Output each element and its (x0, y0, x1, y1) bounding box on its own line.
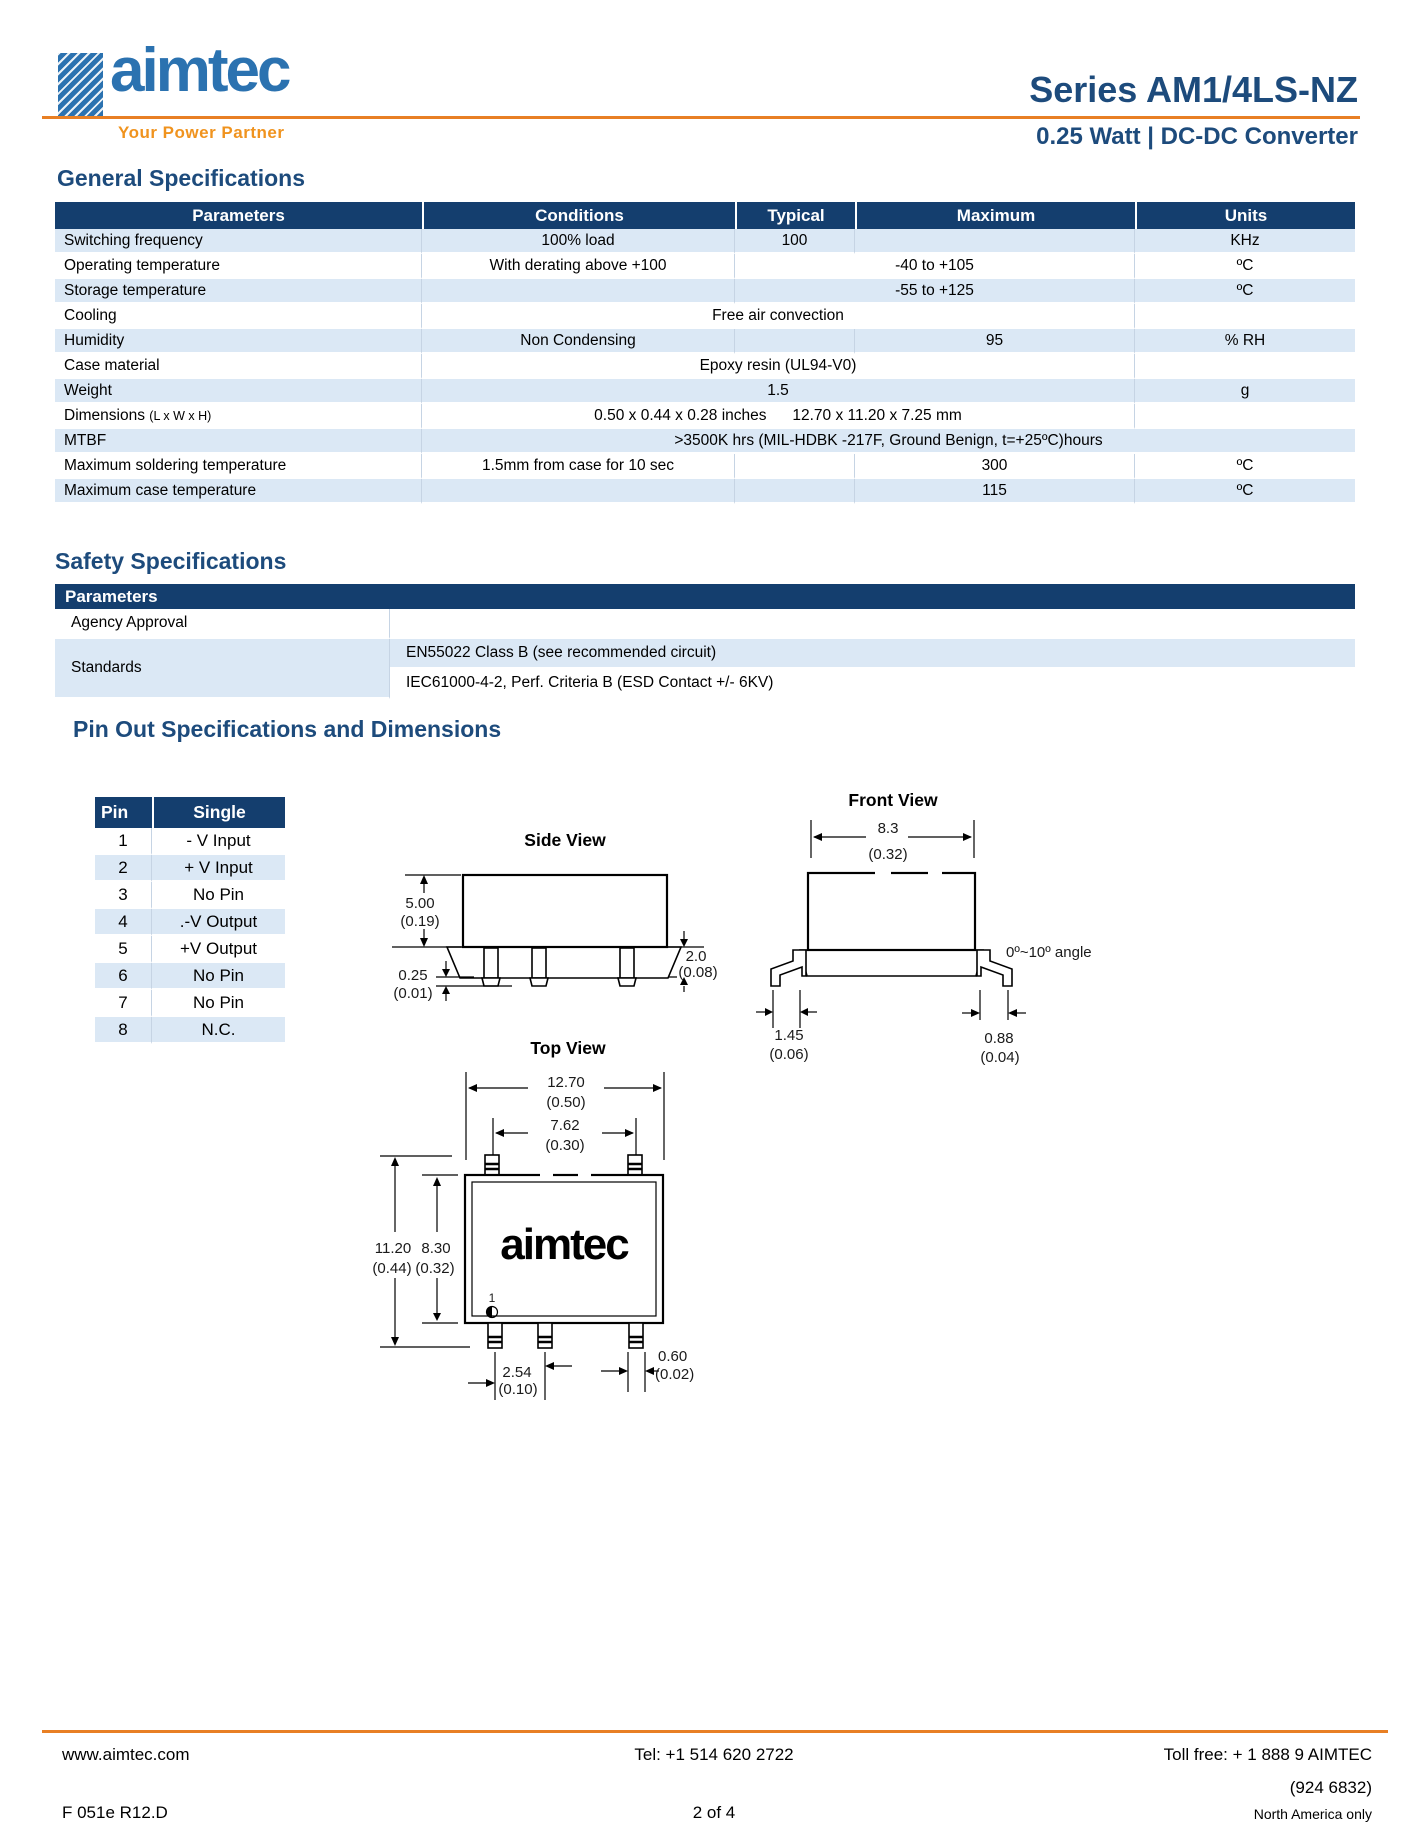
dim-label: 12.70 (547, 1074, 585, 1091)
package-body-outline (463, 875, 667, 947)
pin-number: 2 (95, 855, 152, 882)
table-row (55, 329, 1355, 354)
table-row (95, 882, 285, 909)
table-row (55, 639, 1355, 669)
table-row (55, 279, 1355, 304)
dim-label: (0.32) (415, 1260, 455, 1277)
standards-label: Standards (55, 639, 390, 699)
units-cell: ºC (1135, 479, 1355, 504)
safety-specs-heading: Safety Specifications (55, 548, 287, 574)
typical-cell: 100 (735, 229, 855, 254)
dim-label: 1.45 (774, 1027, 804, 1044)
table-header-row (95, 797, 285, 828)
package-pins (488, 1323, 643, 1348)
pin-number: 5 (95, 936, 152, 963)
dimension-lines (392, 875, 704, 1001)
table-row (55, 379, 1355, 404)
range-cell: -40 to +105 (735, 254, 1135, 279)
dim-label: 2.54 (502, 1364, 532, 1381)
table-row (55, 609, 1355, 639)
footer-website-link[interactable]: www.aimtec.com (62, 1745, 190, 1764)
param-cell: Case material (55, 354, 422, 379)
value-cell: Epoxy resin (UL94-V0) (422, 354, 1135, 379)
param-cell: MTBF (55, 429, 422, 454)
table-row (95, 936, 285, 963)
dim-label: (0.44) (372, 1260, 412, 1277)
param-cell (55, 404, 422, 429)
units-cell (1135, 354, 1355, 379)
table-row (55, 454, 1355, 479)
package-pins (482, 948, 636, 986)
package-pins (485, 1155, 642, 1175)
top-view-title: Top View (530, 1038, 606, 1058)
pinout-table (95, 797, 285, 1044)
aimtec-logo-text: aimtec (110, 36, 289, 105)
table-row (95, 990, 285, 1017)
dim-label: (0.10) (498, 1381, 538, 1398)
pin-function: - V Input (152, 828, 285, 855)
pin-function: + V Input (152, 855, 285, 882)
pin-number: 7 (95, 990, 152, 1017)
series-subtitle: 0.25 Watt | DC-DC Converter (1036, 123, 1358, 150)
maximum-cell (855, 229, 1135, 254)
lead-angle-label: 0º~10º angle (1006, 944, 1092, 961)
series-title: Series AM1/4LS-NZ (1029, 69, 1358, 110)
dim-label: (0.30) (545, 1137, 585, 1154)
dim-label: (0.32) (868, 846, 908, 863)
pin-number: 3 (95, 882, 152, 909)
top-view-diagram (372, 1038, 694, 1400)
maximum-cell: 95 (855, 329, 1135, 354)
param-cell: Switching frequency (55, 229, 422, 254)
table-row (95, 963, 285, 990)
param-note: (L x W x H) (149, 408, 212, 423)
dim-label: (0.08) (678, 964, 718, 981)
units-cell (1135, 304, 1355, 329)
param-cell: Humidity (55, 329, 422, 354)
side-view-title: Side View (524, 830, 606, 850)
dim-label: (0.50) (546, 1094, 586, 1111)
conditions-cell: Non Condensing (422, 329, 735, 354)
param-label: Dimensions (64, 406, 145, 424)
footer-doc-reference: F 051e R12.D (62, 1803, 168, 1822)
dim-label: (0.01) (393, 985, 433, 1002)
units-cell: ºC (1135, 254, 1355, 279)
footer-page-number: 2 of 4 (692, 1803, 736, 1822)
pin-number: 1 (95, 828, 152, 855)
pinout-heading: Pin Out Specifications and Dimensions (73, 716, 502, 742)
range-cell: -55 to +125 (735, 279, 1135, 304)
col-header-maximum: Maximum (855, 202, 1135, 229)
units-cell: ºC (1135, 454, 1355, 479)
typical-cell (735, 329, 855, 354)
conditions-cell: 100% load (422, 229, 735, 254)
table-row (55, 479, 1355, 504)
aimtec-logo-on-package: aimtec (500, 1220, 628, 1269)
value-cell: 1.5 (422, 379, 1135, 404)
maximum-cell: 115 (855, 479, 1135, 504)
col-header-typical: Typical (735, 202, 855, 229)
col-header-units: Units (1135, 202, 1355, 229)
dim-label: 5.00 (405, 895, 435, 912)
table-row (95, 1017, 285, 1044)
table-row (55, 404, 1355, 429)
param-cell: Operating temperature (55, 254, 422, 279)
logo-tagline: Your Power Partner (118, 123, 285, 142)
col-header-pin: Pin (95, 797, 152, 828)
side-view-diagram (392, 830, 718, 1002)
conditions-cell: With derating above +100 (422, 254, 735, 279)
package-flange (447, 947, 681, 978)
package-flange (800, 950, 983, 976)
standards-value: EN55022 Class B (see recommended circuit) (390, 639, 1355, 669)
param-cell: Maximum soldering temperature (55, 454, 422, 479)
dimension-lines (756, 990, 1026, 1028)
col-header-parameters: Parameters (55, 202, 422, 229)
value-cell: >3500K hrs (MIL-HDBK -217F, Ground Benign, t=+25ºC)hours (422, 429, 1355, 454)
col-header-conditions: Conditions (422, 202, 735, 229)
table-header-row (55, 584, 1355, 609)
pin-function: No Pin (152, 990, 285, 1017)
units-cell (1135, 404, 1355, 429)
value-cell: 0.50 x 0.44 x 0.28 inches 12.70 x 11.20 x 7.25 mm (422, 404, 1135, 429)
table-row (55, 304, 1355, 329)
dim-label: 11.20 (374, 1240, 412, 1257)
footer-divider (42, 1730, 1388, 1733)
conditions-cell: 1.5mm from case for 10 sec (422, 454, 735, 479)
dim-label: 0.25 (398, 967, 428, 984)
conditions-cell (422, 279, 735, 304)
pin-number: 4 (95, 909, 152, 936)
header-divider (42, 116, 1360, 119)
value-cell: Free air convection (422, 304, 1135, 329)
safety-specs-table (55, 584, 1355, 699)
dim-label: 8.3 (877, 820, 899, 837)
dim-label: 0.88 (984, 1030, 1014, 1047)
dim-label: 0.60 (658, 1348, 688, 1365)
units-cell: KHz (1135, 229, 1355, 254)
dim-label: 8.30 (421, 1240, 451, 1257)
front-view-diagram (756, 790, 1092, 1066)
package-body-outline (808, 873, 975, 950)
footer-tollfree: Toll free: + 1 888 9 AIMTEC (1163, 1745, 1372, 1764)
front-view-title: Front View (848, 790, 938, 810)
general-specs-heading: General Specifications (57, 165, 305, 191)
pin-number: 8 (95, 1017, 152, 1044)
general-specs-table (55, 202, 1355, 504)
agency-approval-value (390, 609, 1355, 639)
table-row (95, 828, 285, 855)
table-row (55, 354, 1355, 379)
col-header-single: Single (152, 797, 285, 828)
footer-region-note: North America only (1253, 1806, 1372, 1822)
dimension-lines (468, 1352, 659, 1400)
units-cell: ºC (1135, 279, 1355, 304)
dim-label: (0.19) (400, 913, 440, 930)
units-cell: g (1135, 379, 1355, 404)
table-header-row (55, 202, 1355, 229)
footer-telephone: Tel: +1 514 620 2722 (634, 1745, 794, 1764)
param-cell: Maximum case temperature (55, 479, 422, 504)
pin-number: 6 (95, 963, 152, 990)
pin-function: No Pin (152, 963, 285, 990)
gull-wing-lead-left (771, 950, 806, 986)
conditions-cell (422, 479, 735, 504)
dim-label: (0.02) (655, 1366, 695, 1383)
dim-label: (0.06) (769, 1046, 809, 1063)
param-cell: Cooling (55, 304, 422, 329)
dim-label: 2.0 (685, 948, 707, 965)
units-cell: % RH (1135, 329, 1355, 354)
table-row (55, 229, 1355, 254)
pin-function: .-V Output (152, 909, 285, 936)
table-row (95, 855, 285, 882)
pin-function: No Pin (152, 882, 285, 909)
table-row (55, 429, 1355, 454)
package-drawings (320, 790, 1200, 1440)
pin-function: N.C. (152, 1017, 285, 1044)
pin1-number: 1 (488, 1291, 496, 1305)
safety-header-parameters: Parameters (55, 584, 1355, 609)
standards-value: IEC61000-4-2, Perf. Criteria B (ESD Contact +/- 6KV) (390, 669, 1355, 699)
pin-function: +V Output (152, 936, 285, 963)
maximum-cell: 300 (855, 454, 1135, 479)
table-row (95, 909, 285, 936)
footer-tollfree-number: (924 6832) (1289, 1778, 1372, 1797)
param-cell: Weight (55, 379, 422, 404)
typical-cell (735, 454, 855, 479)
table-row (55, 254, 1355, 279)
aimtec-logo-icon (58, 53, 103, 117)
dim-label: (0.04) (980, 1049, 1020, 1066)
typical-cell (735, 479, 855, 504)
dim-label: 7.62 (550, 1117, 580, 1134)
agency-approval-label: Agency Approval (55, 609, 390, 639)
param-cell: Storage temperature (55, 279, 422, 304)
